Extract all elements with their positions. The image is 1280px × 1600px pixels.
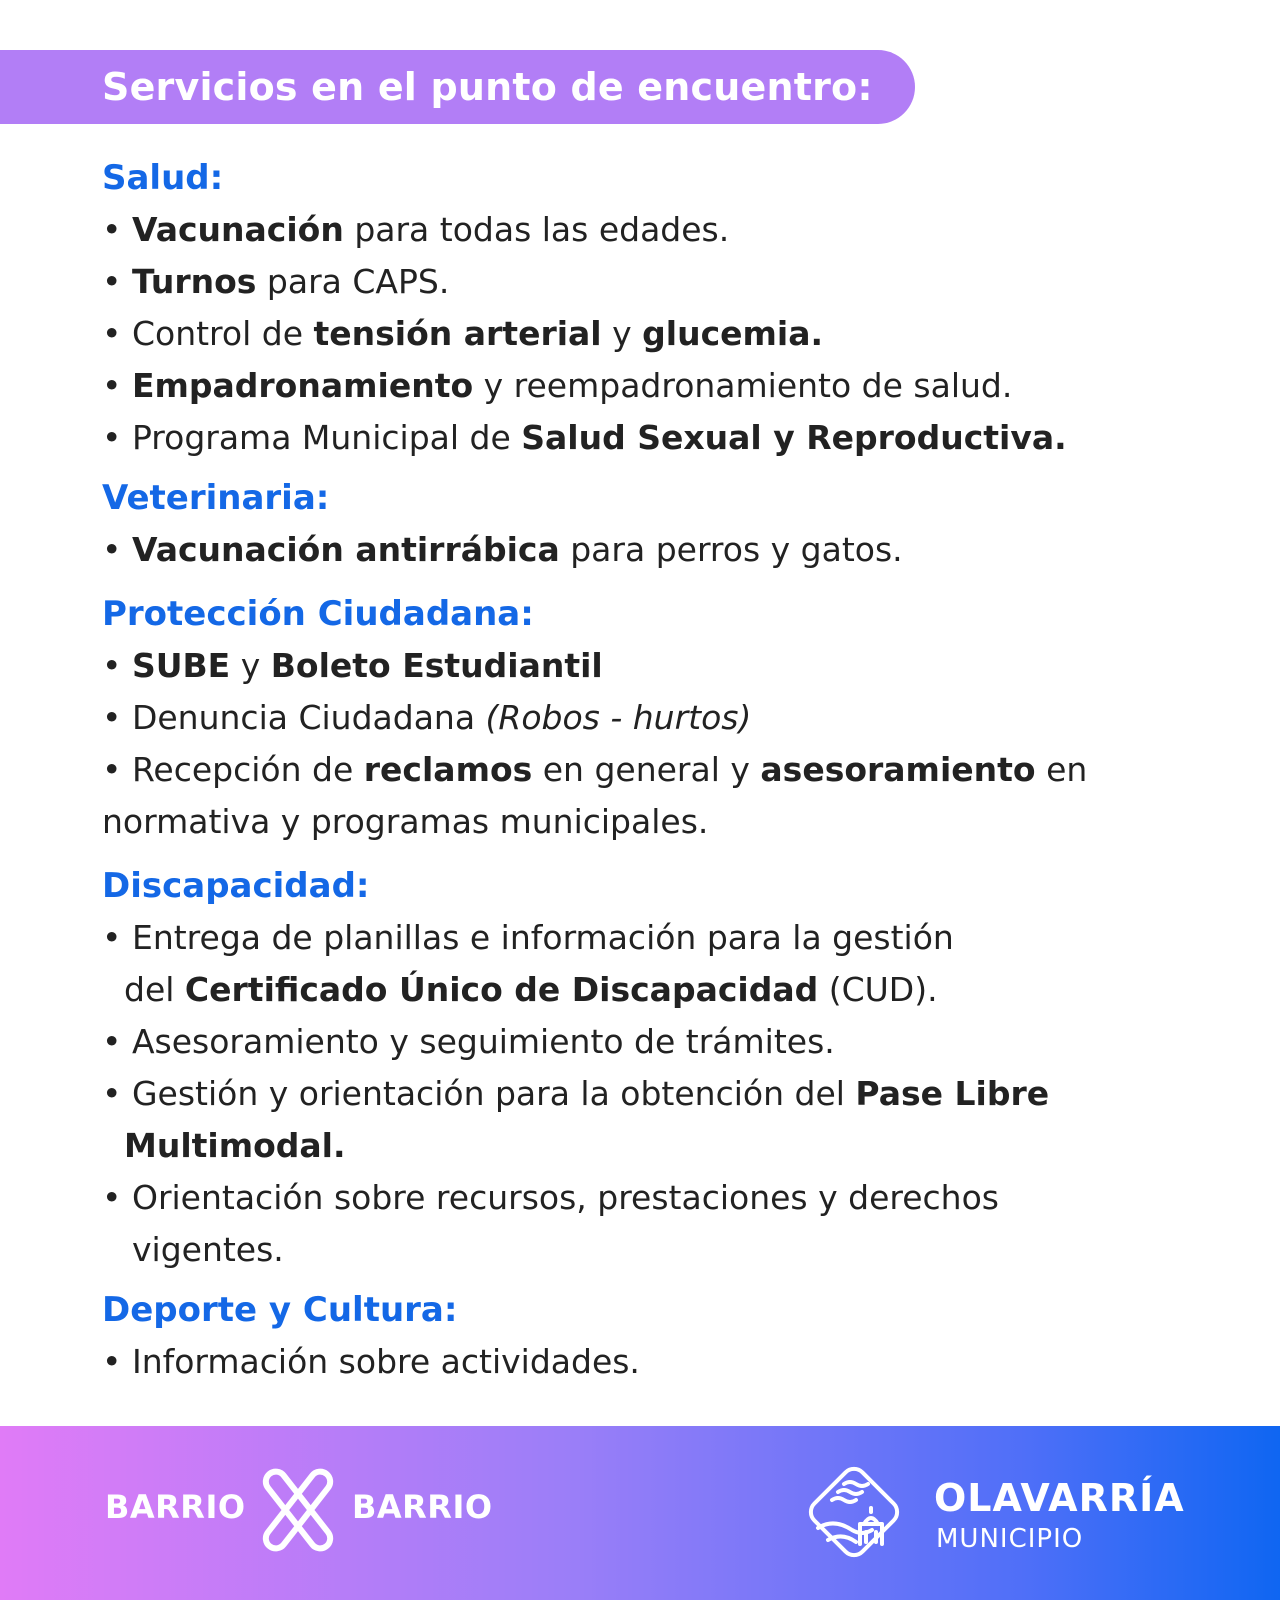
item-text: en — [1035, 750, 1088, 789]
list-item: • Gestión y orientación para la obtención del Pase Libre — [102, 1074, 1050, 1113]
olavarria-municipio-logo-icon — [798, 1456, 910, 1568]
section-title-veterinaria: Veterinaria: — [102, 478, 330, 518]
list-item: • Recepción de reclamos en general y asesoramiento en — [102, 750, 1088, 789]
section-title-deporte: Deporte y Cultura: — [102, 1290, 458, 1330]
list-item: • Orientación sobre recursos, prestaciones y derechos — [102, 1178, 999, 1217]
item-bold: Pase Libre — [855, 1074, 1050, 1113]
header-banner — [0, 50, 915, 124]
item-text: Entrega de planillas e información para la gestión — [131, 918, 954, 957]
section-title-discapacidad: Discapacidad: — [102, 866, 370, 906]
item-bold: Boleto Estudiantil — [270, 646, 603, 685]
logo-name: OLAVARRÍA — [934, 1476, 1185, 1520]
item-text: del — [124, 970, 185, 1009]
barrio-x-logo-icon — [258, 1468, 338, 1552]
item-text: vigentes. — [132, 1230, 284, 1269]
list-item: • Empadronamiento y reempadronamiento de salud. — [102, 366, 1013, 405]
list-item: • Denuncia Ciudadana (Robos - hurtos) — [102, 698, 752, 737]
item-bold: SUBE — [131, 646, 231, 685]
logo-subtitle: MUNICIPIO — [936, 1524, 1084, 1554]
list-item: • Vacunación antirrábica para perros y gatos. — [102, 530, 903, 569]
list-item: • Turnos para CAPS. — [102, 262, 450, 301]
list-item: • SUBE y Boleto Estudiantil — [102, 646, 603, 685]
item-text: para todas las edades. — [343, 210, 730, 249]
list-item-continuation — [102, 1224, 1222, 1276]
item-text: Orientación sobre recursos, prestaciones y derechos — [131, 1178, 999, 1217]
list-item: • Información sobre actividades. — [102, 1342, 640, 1381]
item-text: Asesoramiento y seguimiento de trámites. — [131, 1022, 835, 1061]
item-bold: Multimodal. — [124, 1126, 346, 1165]
item-text: en general y — [532, 750, 761, 789]
item-text: Programa Municipal de — [131, 418, 522, 457]
item-bold: Certificado Único de Discapacidad — [184, 970, 819, 1009]
item-bold: Empadronamiento — [131, 366, 474, 405]
item-text: Denuncia Ciudadana — [131, 698, 486, 737]
item-bold: Salud Sexual y Reproductiva. — [521, 418, 1067, 457]
item-text: Gestión y orientación para la obtención del — [131, 1074, 856, 1113]
item-text: y — [601, 314, 643, 353]
item-text: para perros y gatos. — [559, 530, 903, 569]
item-bold: reclamos — [363, 750, 533, 789]
item-text: y reempadronamiento de salud. — [473, 366, 1013, 405]
section-title-salud: Salud: — [102, 158, 224, 198]
item-text: Control de — [131, 314, 314, 353]
item-text: Recepción de — [131, 750, 364, 789]
item-bold: Vacunación antirrábica — [131, 530, 560, 569]
list-item: • Asesoramiento y seguimiento de trámites. — [102, 1022, 835, 1061]
section-title-proteccion: Protección Ciudadana: — [102, 594, 534, 634]
brand-left-word: BARRIO — [105, 1488, 246, 1526]
item-text: para CAPS. — [256, 262, 450, 301]
list-item: • Entrega de planillas e información para la gestión — [102, 918, 954, 957]
list-item-continuation — [102, 964, 1222, 1016]
item-text: Información sobre actividades. — [131, 1342, 640, 1381]
item-bold: glucemia. — [642, 314, 824, 353]
item-text: y — [230, 646, 271, 685]
list-item-continuation: normativa y programas municipales. — [102, 802, 709, 841]
item-text: (CUD). — [818, 970, 938, 1009]
page-title: Servicios en el punto de encuentro: — [102, 65, 873, 109]
footer — [0, 1426, 1280, 1600]
list-item: • Programa Municipal de Salud Sexual y Reproductiva. — [102, 418, 1067, 457]
list-item: • Control de tensión arterial y glucemia. — [102, 314, 824, 353]
brand-right-word: BARRIO — [352, 1488, 493, 1526]
item-bold: Turnos — [131, 262, 257, 301]
item-italic: (Robos - hurtos) — [485, 698, 752, 737]
list-item-continuation — [102, 1120, 1222, 1172]
item-bold: Vacunación — [131, 210, 344, 249]
list-item: • Vacunación para todas las edades. — [102, 210, 730, 249]
item-bold: tensión arterial — [313, 314, 602, 353]
services-content — [102, 152, 1222, 1388]
item-bold: asesoramiento — [760, 750, 1036, 789]
